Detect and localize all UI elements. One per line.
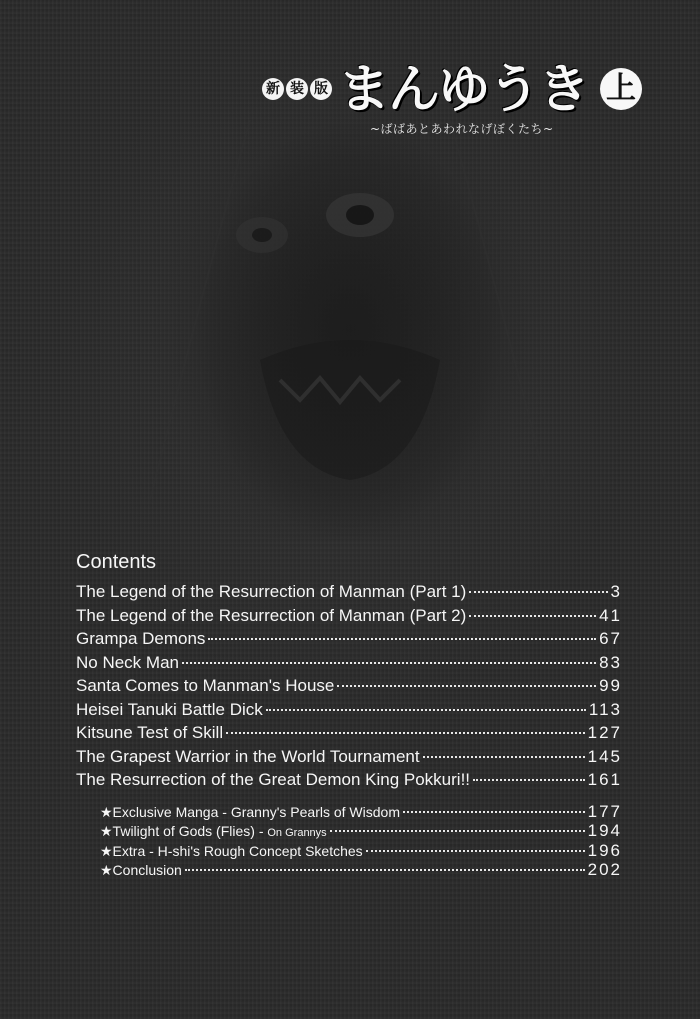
dot-leader bbox=[337, 685, 596, 687]
extra-title bbox=[100, 861, 182, 883]
page-number: 145 bbox=[587, 746, 622, 766]
list-item bbox=[100, 841, 622, 861]
chapter-title: No Neck Man bbox=[76, 652, 179, 672]
page-number: 99 bbox=[599, 676, 622, 695]
list-item bbox=[76, 768, 622, 792]
list-item bbox=[76, 674, 622, 698]
page-number: 83 bbox=[599, 652, 622, 672]
page-number: 127 bbox=[587, 723, 622, 742]
page-number: 194 bbox=[587, 821, 622, 840]
chapter-title: The Legend of the Resurrection of Manman (Part 2) bbox=[76, 605, 467, 625]
list-item bbox=[100, 802, 622, 822]
chapter-title: The Grapest Warrior in the World Tournament bbox=[76, 746, 420, 766]
list-item bbox=[76, 698, 622, 722]
dot-leader bbox=[185, 869, 585, 871]
extras-list bbox=[100, 802, 622, 880]
list-item bbox=[76, 745, 622, 769]
list-item bbox=[76, 721, 622, 745]
page-number: 161 bbox=[587, 770, 622, 789]
extra-note: On Grannys bbox=[267, 827, 327, 839]
chapter-title: The Legend of the Resurrection of Manman (Part 1) bbox=[76, 582, 467, 601]
volume-badge: 上 bbox=[600, 68, 642, 110]
extra-title-text: ★Exclusive Manga - Granny's Pearls of Wisdom bbox=[100, 803, 400, 820]
chapter-title: The Resurrection of the Great Demon King Pokkuri!! bbox=[76, 770, 471, 789]
dot-leader bbox=[208, 638, 596, 640]
book-title bbox=[262, 60, 662, 150]
chapter-title: Grampa Demons bbox=[76, 629, 206, 648]
chapter-title: Santa Comes to Manman's House bbox=[76, 676, 335, 695]
page-number: 41 bbox=[599, 605, 622, 625]
chapter-title: Kitsune Test of Skill bbox=[76, 723, 224, 742]
list-item bbox=[76, 580, 622, 604]
dot-leader bbox=[266, 709, 586, 711]
extra-title-text: ★Extra - H-shi's Rough Concept Sketches bbox=[100, 842, 363, 859]
dot-leader bbox=[182, 662, 596, 664]
extra-title bbox=[100, 842, 363, 864]
dot-leader bbox=[469, 591, 607, 593]
table-of-contents bbox=[76, 550, 622, 880]
dot-leader bbox=[366, 850, 585, 852]
dot-leader bbox=[423, 756, 585, 758]
contents-heading: Contents bbox=[76, 551, 157, 573]
extra-title-text: ★Twilight of Gods (Flies) - bbox=[100, 823, 268, 839]
subtitle: ~ばばあとあわれなげぼくたち~ bbox=[370, 122, 554, 136]
edition-char: 装 bbox=[286, 78, 308, 100]
extra-title-text: ★Conclusion bbox=[100, 862, 182, 878]
page-number: 177 bbox=[587, 801, 622, 821]
page-number: 67 bbox=[599, 629, 622, 648]
edition-char: 新 bbox=[262, 78, 284, 100]
list-item bbox=[76, 604, 622, 628]
chapter-list bbox=[76, 580, 622, 792]
dot-leader bbox=[330, 830, 585, 832]
dot-leader bbox=[226, 732, 585, 734]
extra-title bbox=[100, 822, 327, 844]
list-item bbox=[76, 651, 622, 675]
page-number: 3 bbox=[610, 582, 622, 601]
dot-leader bbox=[403, 811, 585, 813]
chapter-title: Heisei Tanuki Battle Dick bbox=[76, 699, 263, 719]
page-number: 113 bbox=[588, 699, 622, 719]
edition-char: 版 bbox=[310, 78, 332, 100]
dot-leader bbox=[473, 779, 585, 781]
page-number: 196 bbox=[587, 840, 622, 860]
new-edition-badge bbox=[262, 78, 332, 100]
dot-leader bbox=[469, 615, 596, 617]
main-title: まんゆうき bbox=[338, 60, 589, 120]
page-number: 202 bbox=[587, 860, 622, 879]
extra-title bbox=[100, 803, 400, 825]
list-item bbox=[76, 627, 622, 651]
